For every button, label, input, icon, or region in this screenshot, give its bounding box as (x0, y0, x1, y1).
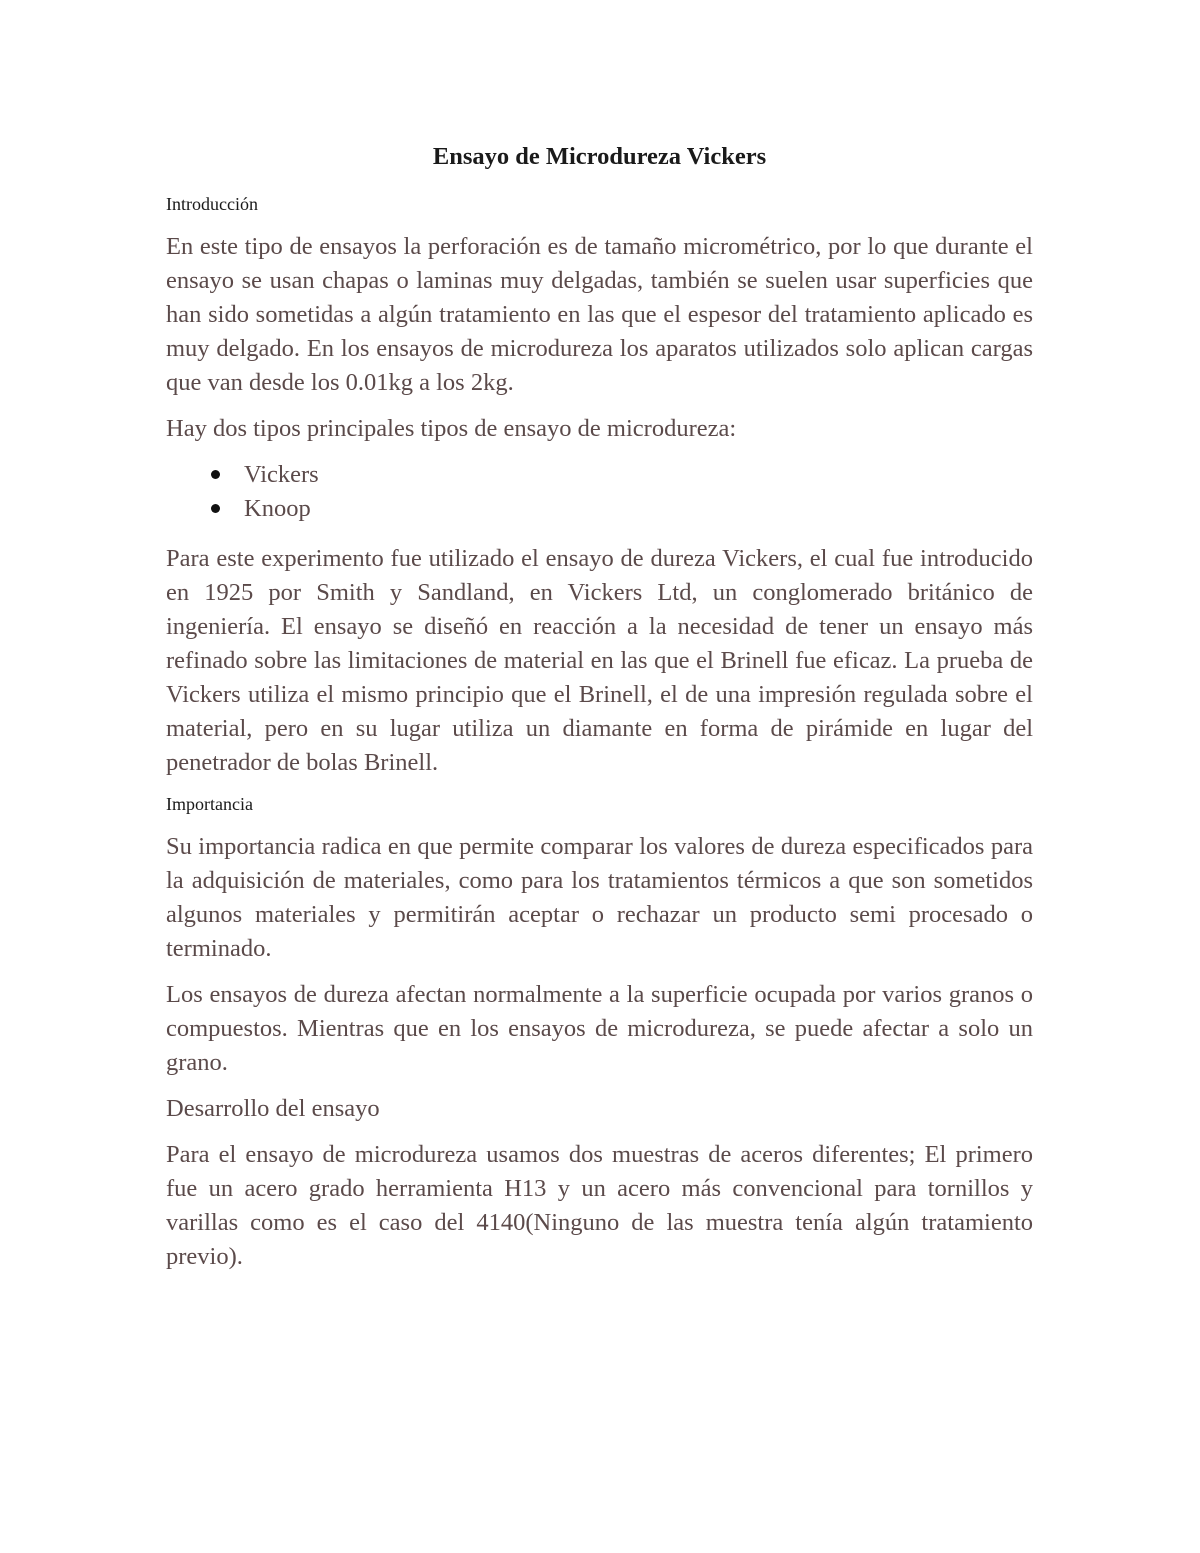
document-title: Ensayo de Microdureza Vickers (432, 143, 767, 170)
importance-paragraph-1: Su importancia radica en que permite comparar los valores de dureza especificados para la adquisición de materiales, como para los tratamientos térmicos a que son sometidos algunos materiales y permitirán aceptar o rechazar un producto semi procesado o terminado. (166, 833, 1033, 962)
list-item-label: Knoop (244, 495, 311, 522)
document-content (166, 140, 1033, 1286)
intro-paragraph: En este tipo de ensayos la perforación es de tamaño micrométrico, por lo que durante el ensayo se usan chapas o laminas muy delgadas, también se suelen usar superficies que han sido sometidas a algún tratamiento en las que el espesor del tratamiento aplicado es muy delgado. En los ensayos de microdureza los aparatos utilizados solo aplican cargas que van desde los 0.01kg a los 2kg. (166, 233, 1033, 396)
vickers-paragraph: Para este experimento fue utilizado el ensayo de dureza Vickers, el cual fue introducido en 1925 por Smith y Sandland, en Vickers Ltd, un conglomerado británico de ingeniería. El ensayo se diseñó en reacción a la necesidad de tener un ensayo más refinado sobre las limitaciones de material en las que el Brinell fue eficaz. La prueba de Vickers utiliza el mismo principio que el Brinell, el de una impresión regulada sobre el material, pero en su lugar utiliza un diamante en forma de pirámide en lugar del penetrador de bolas Brinell. (166, 545, 1033, 776)
development-paragraph: Para el ensayo de microdureza usamos dos muestras de aceros diferentes; El primero fue un acero grado herramienta H13 y un acero más convencional para tornillos y varillas como es el caso del 4140(Ninguno de las muestra tenía algún tratamiento previo). (166, 1141, 1033, 1270)
intro-heading: Introducción (166, 194, 258, 214)
development-heading: Desarrollo del ensayo (166, 1095, 380, 1122)
bullet-icon (211, 470, 220, 479)
bullet-icon (211, 504, 220, 513)
list-item (166, 492, 1033, 526)
importance-heading: Importancia (166, 794, 253, 814)
importance-paragraph-2: Los ensayos de dureza afectan normalmente a la superficie ocupada por varios granos o compuestos. Mientras que en los ensayos de microdureza, se puede afectar a solo un grano. (166, 981, 1033, 1076)
types-intro: Hay dos tipos principales tipos de ensayo de microdureza: (166, 415, 737, 442)
types-list (166, 458, 1033, 526)
list-item-label: Vickers (244, 461, 319, 488)
list-item (166, 458, 1033, 492)
